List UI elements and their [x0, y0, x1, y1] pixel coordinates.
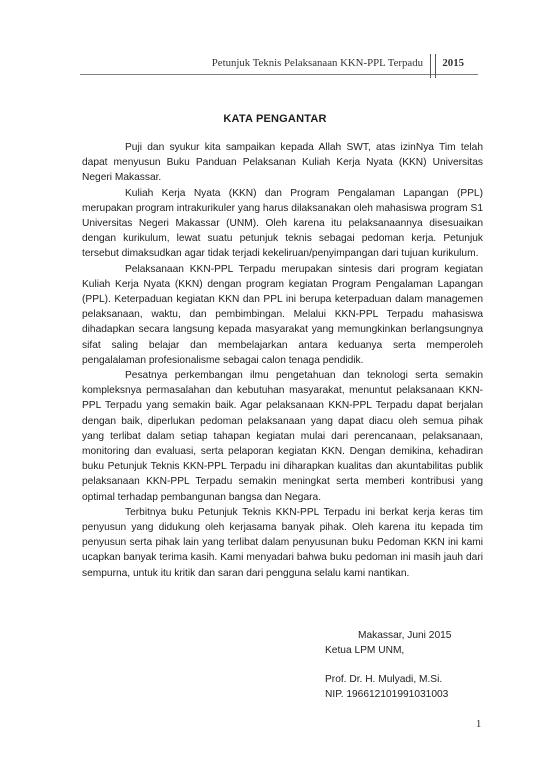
page-title: KATA PENGANTAR	[223, 113, 327, 125]
signature-nip: NIP. 196612101991031003	[325, 689, 449, 700]
paragraph: Pesatnya perkembangan ilmu pengetahuan dan teknologi serta semakin kompleksnya permasalahan dan kebutuhan masyarakat, menuntut pelaksanaan KKN-PPL Terpadu yang semakin baik. Agar pelaksanaan KKN-PPL Terpadu dapat berjalan dengan baik, diperlukan pedoman pelaksanaan yang dapat diacu oleh semua pihak yang terlibat dalam setiap tahapan kegiatan mulai dari perencanaan, pelaksanaan, monitoring dan evaluasi, serta pelaporan kegiatan KKN. Dengan demikina, kehadiran buku Petunjuk Teknis KKN-PPL Terpadu ini diharapkan kualitas dan akuntabilitas publik pelaksanaan KKN-PPL Terpadu semakin meningkat serta memberi kontribusi yang optimal terhadap pembangunan bangsa dan Negara.	[82, 370, 483, 503]
header-title: Petunjuk Teknis Pelaksanaan KKN-PPL Terpadu	[211, 57, 423, 69]
signature-place-date: Makassar, Juni 2015	[358, 630, 452, 641]
signature-name: Prof. Dr. H. Mulyadi, M.Si.	[325, 674, 443, 685]
header-separator	[430, 54, 436, 78]
paragraph: Puji dan syukur kita sampaikan kepada Allah SWT, atas izinNya Tim telah dapat menyusun Buku Panduan Pelaksanan Kuliah Kerja Nyata (KKN) Universitas Negeri Makassar.	[82, 142, 483, 184]
paragraph: Kuliah Kerja Nyata (KKN) dan Program Pengalaman Lapangan (PPL) merupakan program intrakurikuler yang harus dilaksanakan oleh mahasiswa program S1 Universitas Negeri Makassar (UNM). Oleh karena itu pelaksanaannya disesuaikan dengan kurikulum, lewat suatu petunjuk teknis sebagai pedoman kerja. Petunjuk tersebut dimaksudkan agar tidak terjadi kekeliruan/penyimpangan dari tujuan kurikulum.	[82, 187, 483, 260]
paragraph: Terbitnya buku Petunjuk Teknis KKN-PPL Terpadu ini berkat kerja keras tim penyusun yang didukung oleh kerjasama banyak pihak. Oleh karena itu kepada tim penyusun serta pihak lain yang terlibat dalam penyusunan buku Pedoman KKN ini kami ucapkan banyak terima kasih. Kami menyadari bahwa buku pedoman ini masih jauh dari sempurna, untuk itu kritik dan saran dari pengguna selalu kami nantikan.	[82, 506, 483, 579]
header-year: 2015	[442, 57, 464, 69]
body-text	[82, 140, 483, 581]
paragraph: Pelaksanaan KKN-PPL Terpadu merupakan sintesis dari program kegiatan Kuliah Kerja Nyata (KKN) dengan program kegiatan Program Pengalaman Lapangan (PPL). Keterpaduan kegiatan KKN dan PPL ini berupa keterpaduan dalam managemen pelaksanaan, waktu, dan pembimbingan. Melalui KKN-PPL Terpadu mahasiswa dihadapkan secara langsung kepada masyarakat yang memungkinkan berlangsungnya sifat saling belajar dan membelajarkan antara keduanya serta memperoleh pengalalaman profesionalisme sebagai calon tenaga pendidik.	[82, 263, 483, 366]
page-number: 1	[476, 719, 482, 730]
signature-position: Ketua LPM UNM,	[325, 645, 405, 656]
page-header	[80, 54, 478, 75]
